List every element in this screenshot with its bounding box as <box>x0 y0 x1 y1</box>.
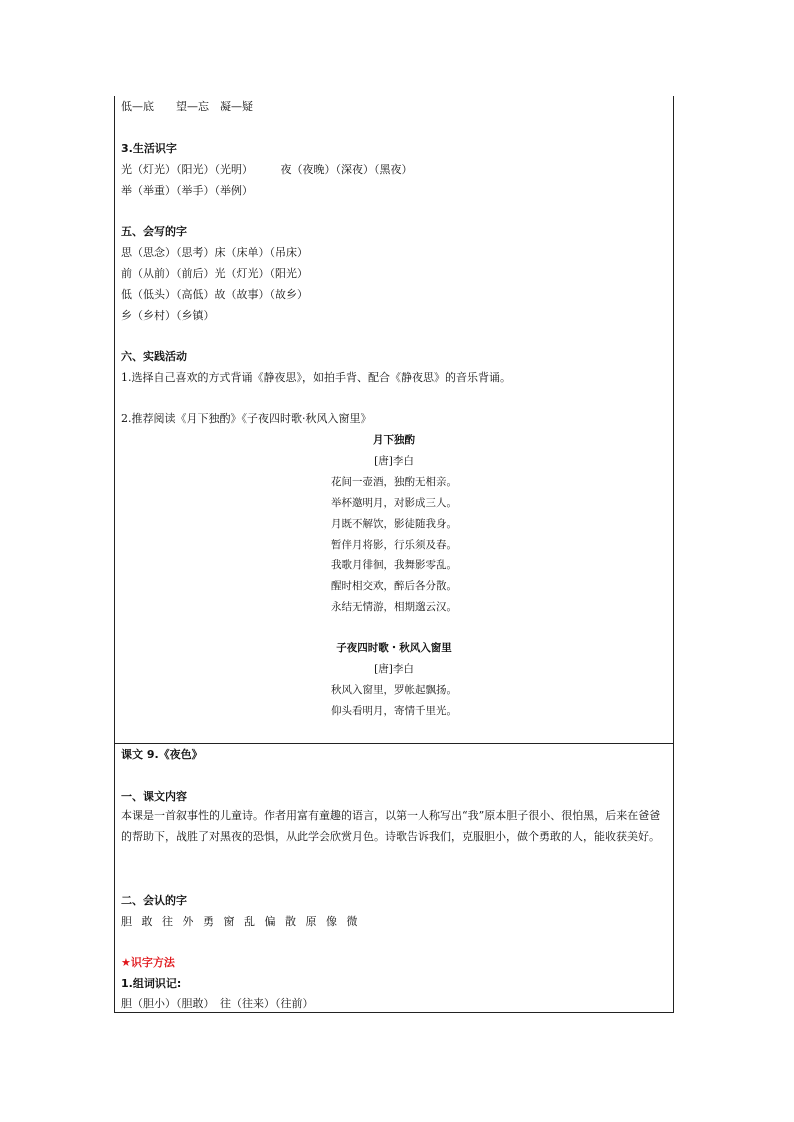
poem-line: 仰头看明月，寄情千里光。 <box>331 705 457 717</box>
poem-line: 举杯邀明月，对影成三人。 <box>331 497 457 509</box>
section-heading-practice: 六、实践活动 <box>121 350 187 363</box>
section-heading-write-chars: 五、会写的字 <box>121 225 187 238</box>
poem-line: 我歌月徘徊，我舞影零乱。 <box>331 559 457 571</box>
write-chars-line: 低（低头）（高低）故（故事）（故乡） <box>121 288 308 301</box>
poem-line: 花间一壶酒，独酌无相亲。 <box>331 476 457 488</box>
table-cell-upper <box>114 96 674 743</box>
poem-line: 月既不解饮，影徒随我身。 <box>331 518 457 530</box>
section-heading-content: 一、课文内容 <box>121 790 187 803</box>
practice-item-2: 2.推荐阅读《月下独酌》《子夜四时歌·秋风入窗里》 <box>121 412 372 425</box>
poem-line: 暂伴月将影，行乐须及春。 <box>331 539 457 551</box>
similar-chars-line: 低—底 望—忘 凝—疑 <box>121 100 253 113</box>
recognize-chars-list: 胆 敢 往 外 勇 窗 乱 偏 散 原 像 微 <box>121 915 361 928</box>
content-paragraph: 本课是一首叙事性的儿童诗。作者用富有童趣的语言，以第一人称写出“我”原本胆子很小、很怕黑，后来在爸爸的帮助下，战胜了对黑夜的恐惧，从此学会欣赏月色。诗歌告诉我们，克服胆小，做个勇敢的人，能收获美好。 <box>121 809 661 843</box>
poem-author: [唐]李白 <box>374 663 414 675</box>
section-heading-life-literacy: 3.生活识字 <box>121 142 177 155</box>
section-heading-recognize-chars: 二、会认的字 <box>121 894 187 907</box>
poem-line: 醒时相交欢，醉后各分散。 <box>331 580 457 592</box>
literacy-method-line: 胆（胆小）（胆敢） 往（往来）（往前） <box>121 997 314 1010</box>
literacy-method-heading: ★识字方法 <box>121 956 175 969</box>
literacy-method-sub: 1.组词识记: <box>121 977 182 990</box>
write-chars-line: 乡（乡村）（乡镇） <box>121 309 215 322</box>
poem-author: [唐]李白 <box>374 455 414 467</box>
poem-title: 月下独酌 <box>373 434 415 446</box>
poem-title: 子夜四时歌・秋风入窗里 <box>336 642 452 654</box>
practice-item-1: 1.选择自己喜欢的方式背诵《静夜思》，如拍手背、配合《静夜思》的音乐背诵。 <box>121 371 511 384</box>
life-literacy-line-1: 光（灯光）（阳光）（光明） 夜（夜晚）（深夜）（黑夜） <box>121 163 413 176</box>
life-literacy-line-2: 举（举重）（举手）（举例） <box>121 184 253 197</box>
lesson-title: 课文 9.《夜色》 <box>121 748 203 761</box>
poem-line: 秋风入窗里，罗帐起飘扬。 <box>331 684 457 696</box>
poem-line: 永结无情游，相期邈云汉。 <box>331 601 457 613</box>
write-chars-line: 前（从前）（前后）光（灯光）（阳光） <box>121 267 308 280</box>
write-chars-line: 思（思念）（思考）床（床单）（吊床） <box>121 246 308 259</box>
table-cell-lesson-9 <box>114 743 674 1013</box>
